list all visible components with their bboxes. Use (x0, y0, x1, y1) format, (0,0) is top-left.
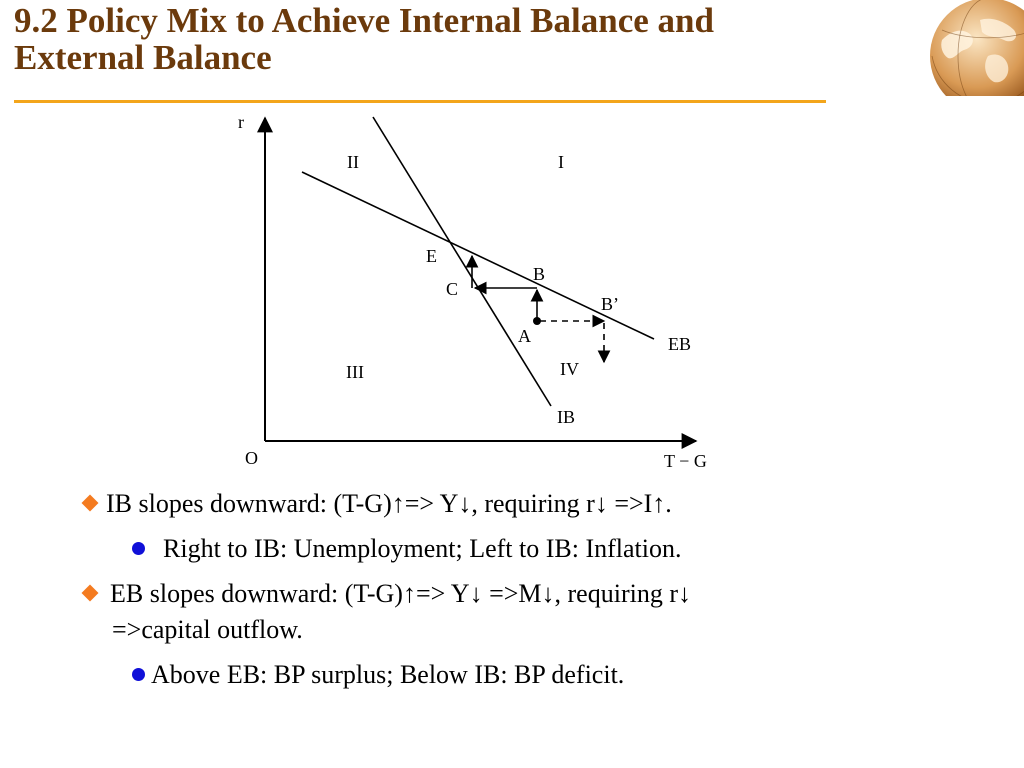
region-label-iii: III (346, 362, 364, 382)
bullet-text-continuation: =>capital outflow. (112, 615, 303, 644)
orange-diamond-icon (82, 495, 99, 512)
region-label-ii: II (347, 152, 359, 172)
region-label-i: I (558, 152, 564, 172)
region-label-iv: IV (560, 359, 579, 379)
point-a-dot (533, 317, 541, 325)
sub-bullet-item-eb (132, 659, 624, 691)
point-a-label: A (518, 326, 531, 346)
sub-bullet-text: Right to IB: Unemployment; Left to IB: Inflation. (163, 534, 682, 563)
bullet-item-ib (84, 488, 672, 520)
bullet-text: EB slopes downward: (T-G)↑=> Y↓ =>M↓, requiring r↓ (110, 579, 691, 608)
ib-curve (373, 117, 551, 406)
origin-label: O (245, 448, 258, 468)
orange-diamond-icon (82, 585, 99, 602)
ib-curve-label: IB (557, 407, 575, 427)
bullet-text: IB slopes downward: (T-G)↑=> Y↓, requiring r↓ =>I↑. (106, 489, 672, 518)
eb-curve-label: EB (668, 334, 692, 354)
title-line-1: 9.2 Policy Mix to Achieve Internal Balance and (14, 1, 714, 40)
bullet-item-eb-continuation (112, 614, 303, 646)
sub-bullet-item-ib (132, 533, 682, 565)
point-b-label: B (533, 264, 546, 284)
blue-dot-icon (132, 668, 145, 681)
x-axis-label: T − G (664, 451, 707, 471)
bullet-item-eb (84, 578, 691, 610)
point-b-prime-label: B’ (601, 294, 619, 314)
blue-dot-icon (132, 542, 145, 555)
point-e-label: E (426, 246, 437, 266)
y-axis-label: r (238, 112, 244, 132)
point-c-label: C (446, 279, 459, 299)
title-line-2: External Balance (14, 38, 272, 77)
sub-bullet-text: Above EB: BP surplus; Below IB: BP deficit. (151, 660, 625, 689)
